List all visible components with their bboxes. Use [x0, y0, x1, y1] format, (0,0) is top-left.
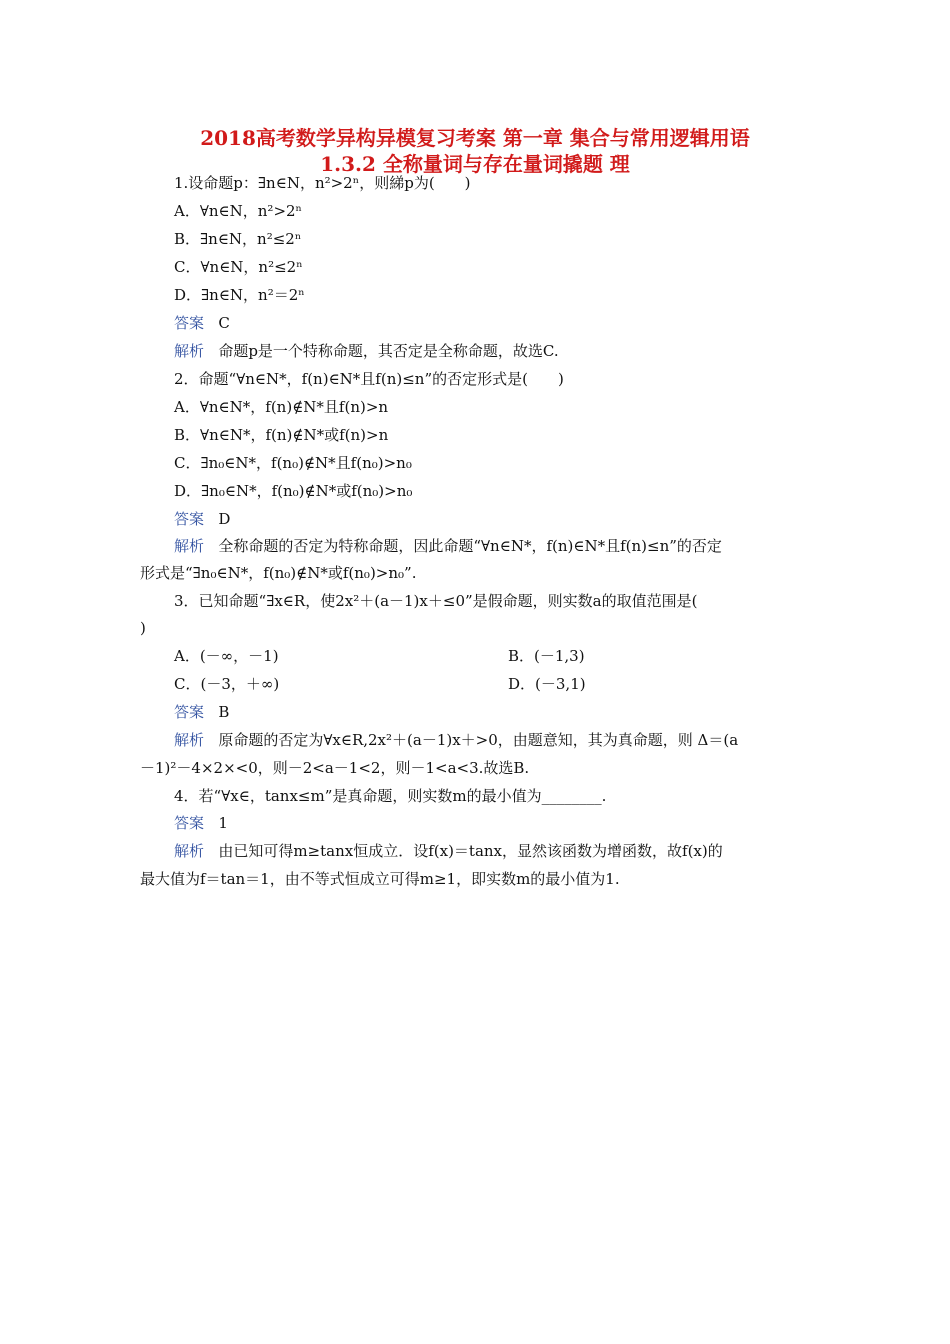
q2-analysis-part2: 形式是“∃n₀∈N*，f(n₀)∉N*或f(n₀)>n₀”. — [140, 564, 417, 582]
q3-stem: 3．已知命题“∃x∈R，使2x²＋(a－1)x＋≤0”是假命题，则实数a的取值范围是( — [174, 592, 698, 610]
q3-options-row1 — [174, 646, 585, 666]
document-title-line1: 2018高考数学异构异模复习考案 第一章 集合与常用逻辑用语 — [200, 126, 750, 150]
q2-stem: 2．命题“∀n∈N*，f(n)∈N*且f(n)≤n”的否定形式是( ) — [174, 370, 564, 388]
answer-label: 答案 — [174, 703, 205, 721]
q3-option-c: C．(－3，＋∞) — [174, 675, 280, 693]
answer-label: 答案 — [174, 314, 205, 332]
analysis-label: 解析 — [174, 537, 205, 555]
q1-answer: C — [218, 314, 230, 332]
q1-option-d: D．∃n∈N，n²＝2ⁿ — [174, 286, 305, 304]
q1-option-a: A．∀n∈N，n²>2ⁿ — [174, 202, 303, 220]
q3-analysis-part1: 原命题的否定为∀x∈R,2x²＋(a－1)x＋>0，由题意知，其为真命题，则 Δ＝(a — [218, 731, 739, 749]
analysis-label: 解析 — [174, 842, 205, 860]
q4-analysis-part2: 最大值为f＝tan＝1，由不等式恒成立可得m≥1，即实数m的最小值为1. — [140, 870, 620, 888]
q1-answer-line — [174, 313, 230, 333]
q3-answer: B — [218, 703, 230, 721]
document-title-line2: 1.3.2 全称量词与存在量词撬题 理 — [320, 152, 630, 176]
q3-analysis-part2: －1)²－4×2×<0，则－2<a－1<2，则－1<a<3.故选B. — [140, 759, 530, 777]
answer-label: 答案 — [174, 814, 205, 832]
q4-analysis-line — [174, 841, 723, 861]
q4-analysis-part1: 由已知可得m≥tanx恒成立．设f(x)＝tanx，显然该函数为增函数，故f(x)的 — [218, 842, 723, 860]
analysis-label: 解析 — [174, 731, 205, 749]
q3-option-d: D．(－3,1) — [508, 675, 586, 693]
q2-analysis-part1: 全称命题的否定为特称命题，因此命题“∀n∈N*，f(n)∈N*且f(n)≤n”的否定 — [218, 537, 722, 555]
q3-analysis-line — [174, 730, 738, 750]
q4-stem: 4．若“∀x∈，tanx≤m”是真命题，则实数m的最小值为________. — [174, 787, 607, 805]
q2-answer-line — [174, 509, 230, 529]
q2-analysis-line — [174, 536, 722, 556]
q2-option-d: D．∃n₀∈N*，f(n₀)∉N*或f(n₀)>n₀ — [174, 482, 413, 500]
q3-stem-end: ) — [140, 619, 146, 637]
q2-option-b: B．∀n∈N*，f(n)∉N*或f(n)>n — [174, 426, 389, 444]
q2-option-c: C．∃n₀∈N*，f(n₀)∉N*且f(n₀)>n₀ — [174, 454, 412, 472]
q3-option-b: B．(－1,3) — [508, 647, 585, 665]
answer-label: 答案 — [174, 510, 205, 528]
q1-analysis: 命题p是一个特称命题，其否定是全称命题，故选C. — [218, 342, 559, 360]
q1-analysis-line — [174, 341, 559, 361]
q4-answer: 1 — [218, 814, 228, 832]
q1-stem: 1.设命题p：∃n∈N，n²>2ⁿ，则綈p为( ) — [174, 174, 471, 192]
q3-option-a: A．(－∞，－1) — [174, 647, 279, 665]
q1-option-b: B．∃n∈N，n²≤2ⁿ — [174, 230, 302, 248]
q4-answer-line — [174, 813, 228, 833]
q3-options-row2 — [174, 674, 586, 694]
q1-option-c: C．∀n∈N，n²≤2ⁿ — [174, 258, 303, 276]
analysis-label: 解析 — [174, 342, 205, 360]
q2-answer: D — [218, 510, 231, 528]
q3-answer-line — [174, 702, 229, 722]
q2-option-a: A．∀n∈N*，f(n)∉N*且f(n)>n — [174, 398, 389, 416]
